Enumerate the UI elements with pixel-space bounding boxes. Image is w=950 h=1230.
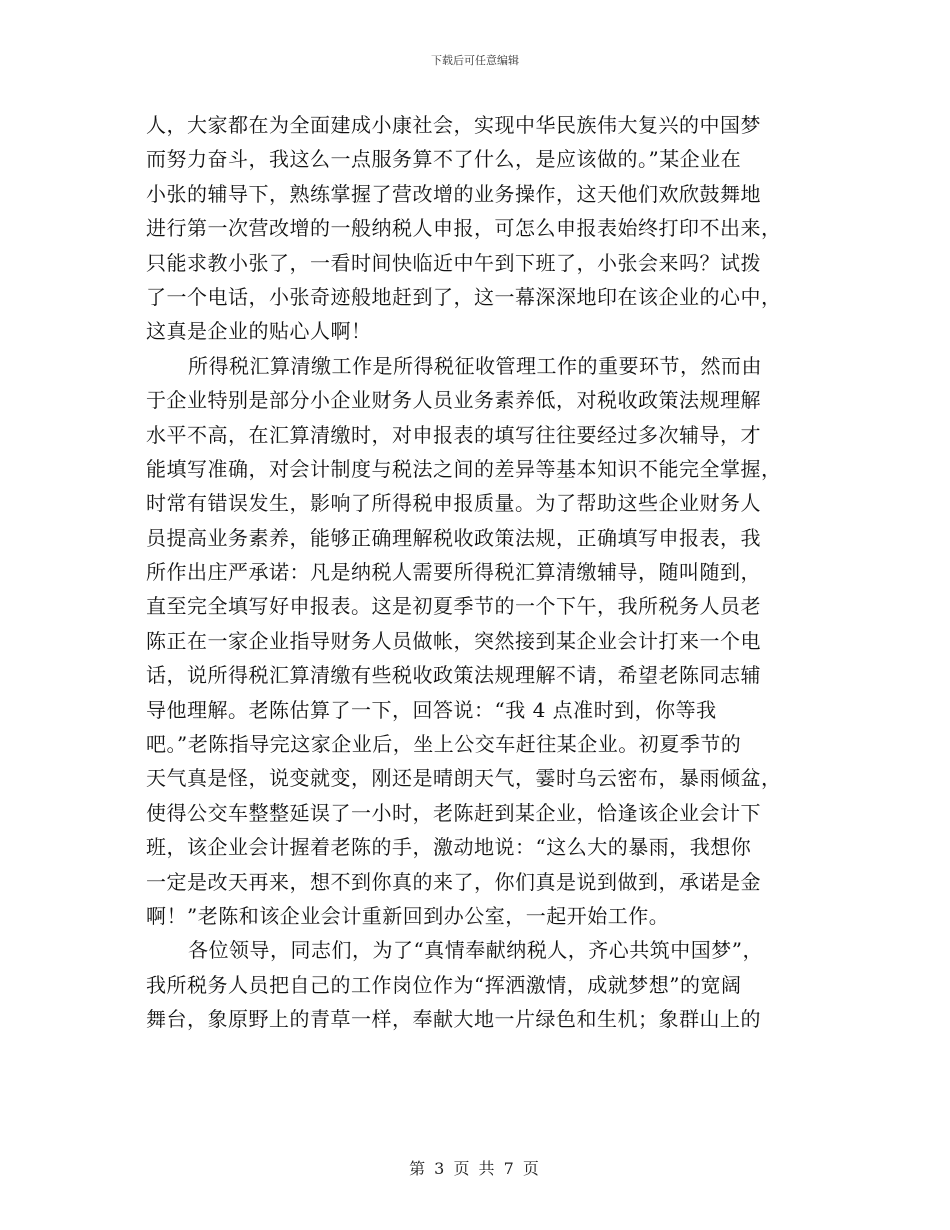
text-line: 吧。”老陈指导完这家企业后，坐上公交车赶往某企业。初夏季节的 [146,732,742,757]
text-line: 我所税务人员把自己的工作岗位作为“挥洒激情，成就梦想”的宽阔 [146,972,742,997]
body-text [146,108,806,1037]
text-line: 这真是企业的贴心人啊！ [146,319,372,344]
paragraph-start-line: 所得税汇算清缴工作是所得税征收管理工作的重要环节，然而由 [188,353,762,378]
text-line: 一定是改天再来，想不到你真的来了，你们真是说到做到，承诺是金 [146,869,761,894]
text-line: 话，说所得税汇算清缴有些税收政策法规理解不请，希望老陈同志辅 [146,663,761,688]
text-line: 所作出庄严承诺：凡是纳税人需要所得税汇算清缴辅导，随叫随到， [146,560,761,585]
text-line: 小张的辅导下，熟练掌握了营改增的业务操作，这天他们欢欣鼓舞地 [146,181,761,206]
paragraph-start-line: 各位领导，同志们，为了“真情奉献纳税人，齐心共筑中国梦”， [188,938,763,963]
text-line: 陈正在一家企业指导财务人员做帐，突然接到某企业会计打来一个电 [146,628,761,653]
text-line: 能填写准确，对会计制度与税法之间的差异等基本知识不能完全掌握， [146,456,782,481]
text-line: 导他理解。老陈估算了一下，回答说：“我 4 点准时到，你等我 [146,697,717,722]
text-line: 人，大家都在为全面建成小康社会，实现中华民族伟大复兴的中国梦 [146,113,761,137]
text-line: 班，该企业会计握着老陈的手，激动地说：“这么大的暴雨，我想你 [146,835,752,860]
text-line: 使得公交车整整延误了一小时，老陈赶到某企业，恰逢该企业会计下 [146,800,761,825]
text-line: 直至完全填写好申报表。这是初夏季节的一个下午，我所税务人员老 [146,594,761,619]
text-line: 舞台，象原野上的青草一样，奉献大地一片绿色和生机；象群山上的 [146,1007,761,1032]
text-line: 进行第一次营改增的一般纳税人申报，可怎么申报表始终打印不出来， [146,216,782,241]
page-header: 下载后可任意编辑 [431,54,519,67]
text-line: 员提高业务素养，能够正确理解税收政策法规，正确填写申报表，我 [146,525,761,550]
text-line: 啊！”老陈和该企业会计重新回到办公室，一起开始工作。 [146,903,670,928]
text-line: 时常有错误发生，影响了所得税申报质量。为了帮助这些企业财务人 [146,491,761,516]
text-line: 只能求教小张了，一看时间快临近中午到下班了，小张会来吗？试拨 [146,250,761,275]
text-line: 而努力奋斗，我这么一点服务算不了什么，是应该做的。”某企业在 [146,147,742,172]
text-line: 于企业特别是部分小企业财务人员业务素养低，对税收政策法规理解 [146,388,761,413]
text-line: 天气真是怪，说变就变，刚还是晴朗天气，霎时乌云密布，暴雨倾盆， [146,766,782,791]
text-line: 水平不高，在汇算清缴时，对申报表的填写往往要经过多次辅导，才 [146,422,761,447]
page-number-footer: 第 3 页 共 7 页 [409,1159,541,1178]
text-line: 了一个电话，小张奇迹般地赶到了，这一幕深深地印在该企业的心中， [146,284,782,309]
